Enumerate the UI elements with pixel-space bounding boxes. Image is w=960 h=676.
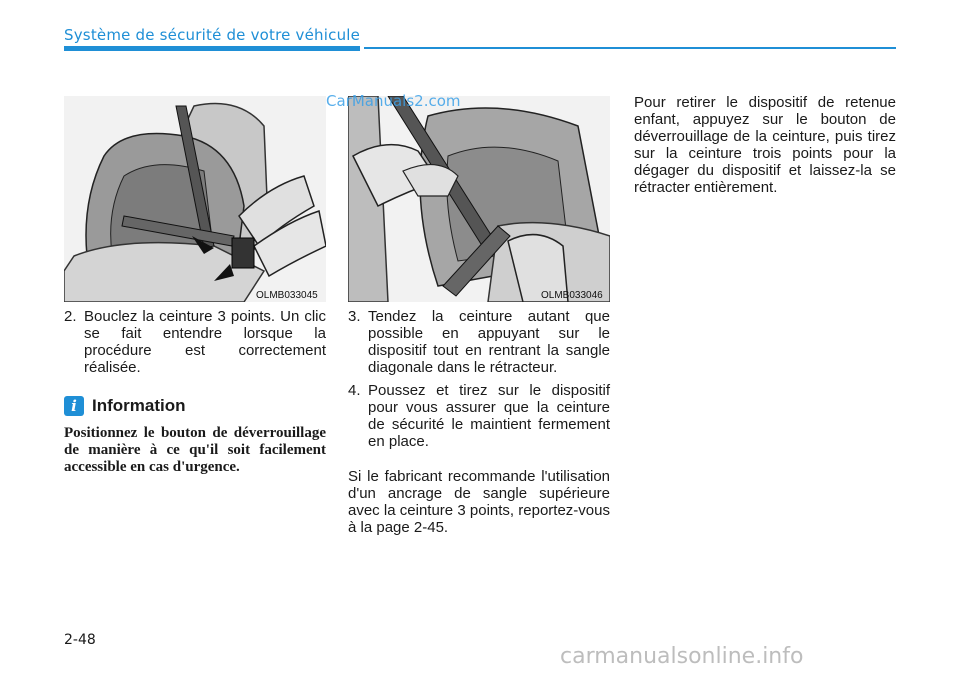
step-number: 2.: [64, 308, 77, 325]
step-number: 4.: [348, 382, 361, 399]
information-heading: [64, 396, 186, 416]
figure-code: OLMB033046: [541, 290, 603, 301]
step-number: 3.: [348, 308, 361, 325]
column-3: [634, 94, 896, 196]
step-item: [64, 308, 326, 376]
watermark-bottom: carmanualsonline.info: [560, 644, 804, 669]
belt-tension-illustration: [348, 96, 610, 302]
column-1: [64, 308, 326, 382]
header-rule-thick: [64, 46, 360, 51]
header-rule-thin: [364, 47, 896, 49]
step-text: Bouclez la ceinture 3 points. Un clic se fait entendre lorsque la procédure est correctement réalisée.: [84, 308, 326, 376]
step-item: [348, 308, 610, 376]
page-number: 2-48: [64, 632, 96, 648]
child-seat-buckle-illustration: [64, 96, 326, 302]
step-text: Tendez la ceinture autant que possible en appuyant sur le dispositif tout en rentrant la sangle diagonale dans le rétracteur.: [368, 308, 610, 376]
step-item: [348, 382, 610, 450]
anchor-paragraph: Si le fabricant recommande l'utilisation d'un ancrage de sangle supérieure avec la ceinture 3 points, reportez-vous à la page 2-45.: [348, 468, 610, 536]
information-body: Positionnez le bouton de déverrouillage de manière à ce qu'il soit facilement accessible en cas d'urgence.: [64, 425, 326, 475]
information-title: Information: [92, 396, 186, 415]
figure-code: OLMB033045: [256, 290, 318, 301]
column-2: [348, 308, 610, 536]
step-text: Poussez et tirez sur le dispositif pour vous assurer que la ceinture de sécurité le maintient fermement en place.: [368, 382, 610, 450]
figure-child-seat-buckle: [64, 96, 326, 302]
figure-belt-tension: [348, 96, 610, 302]
watermark-top: CarManuals2.com: [326, 92, 461, 110]
removal-paragraph: Pour retirer le dispositif de retenue enfant, appuyez sur le bouton de déverrouillage de la ceinture, puis tirez sur la ceinture trois points pour la dégager du dispositif et laissez-la se rétracter entièrement.: [634, 94, 896, 196]
section-title: Système de sécurité de votre véhicule: [64, 26, 361, 44]
info-icon: i: [64, 396, 84, 416]
